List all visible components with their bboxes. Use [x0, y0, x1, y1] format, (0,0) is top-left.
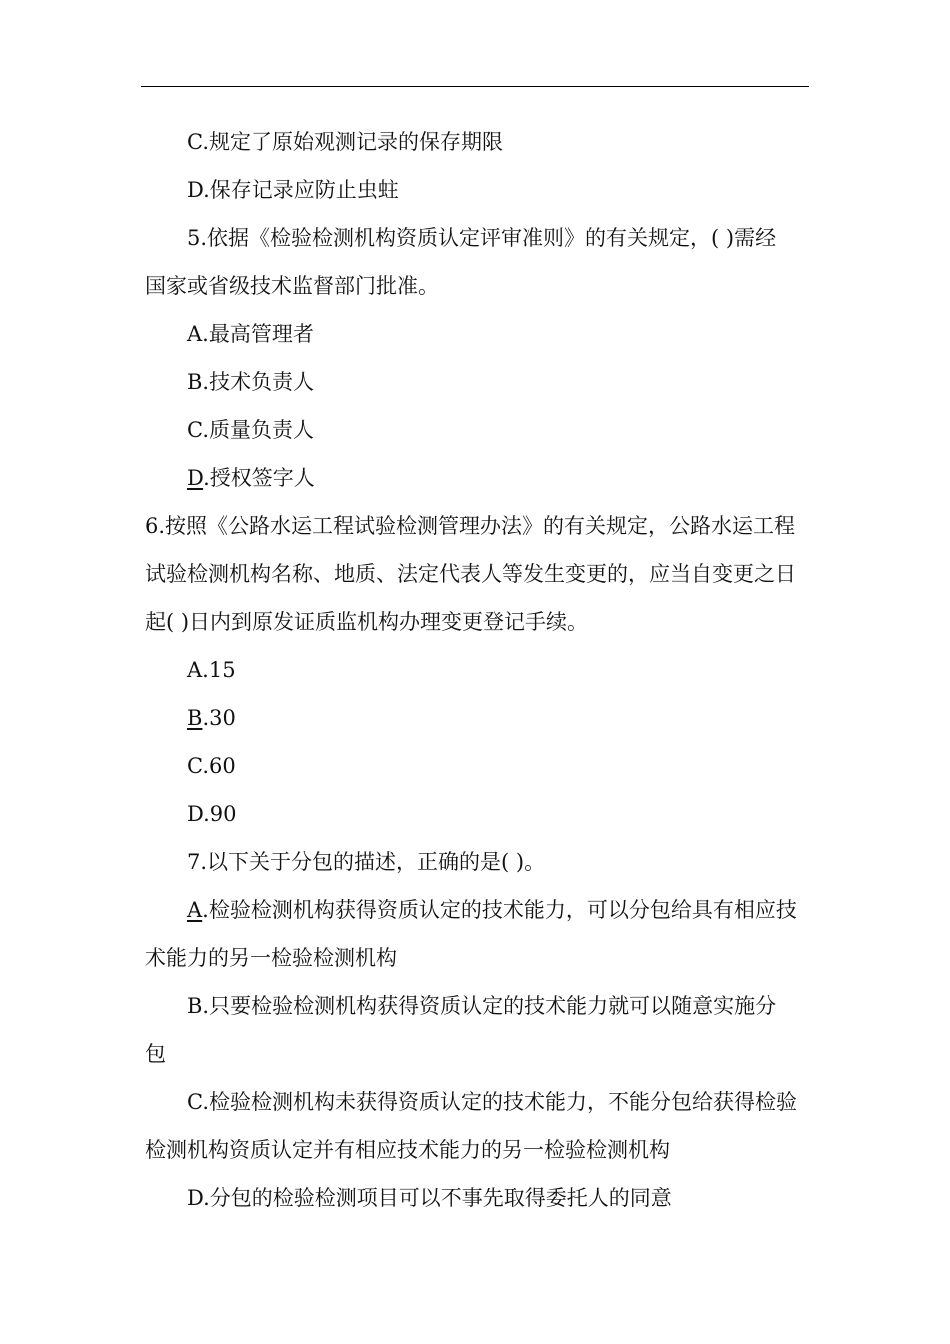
- text-line: [145, 364, 811, 412]
- text-line: [145, 796, 811, 844]
- text-line: [145, 892, 811, 940]
- text-line: [145, 940, 811, 988]
- text-line: [145, 1036, 811, 1084]
- line-text: 检测机构资质认定并有相应技术能力的另一检验检测机构: [145, 1138, 670, 1162]
- line-text: C.规定了原始观测记录的保存期限: [187, 130, 503, 154]
- text-line: [145, 556, 811, 604]
- line-text: 7.以下关于分包的描述，正确的是( )。: [187, 850, 546, 874]
- line-text: 6.按照《公路水运工程试验检测管理办法》的有关规定，公路水运工程: [145, 514, 796, 538]
- line-text: 术能力的另一检验检测机构: [145, 946, 397, 970]
- line-text: B.只要检验检测机构获得资质认定的技术能力就可以随意实施分: [187, 994, 777, 1018]
- header-rule: [141, 86, 809, 87]
- line-text: C.检验检测机构未获得资质认定的技术能力，不能分包给获得检验: [187, 1090, 797, 1114]
- text-line: [145, 268, 811, 316]
- line-text: 5.依据《检验检测机构资质认定评审准则》的有关规定，( )需经: [187, 226, 777, 250]
- text-line: [145, 460, 811, 508]
- line-text: D.保存记录应防止虫蛀: [187, 178, 399, 202]
- text-line: [145, 700, 811, 748]
- text-line: [145, 412, 811, 460]
- line-text: A.最高管理者: [187, 322, 314, 346]
- line-text: A.15: [187, 658, 236, 682]
- text-line: [145, 1132, 811, 1180]
- answer-key-marker: D: [187, 466, 204, 490]
- line-text: 试验检测机构名称、地质、法定代表人等发生变更的，应当自变更之日: [145, 562, 796, 586]
- text-line: [145, 316, 811, 364]
- text-line: [145, 748, 811, 796]
- text-line: [145, 988, 811, 1036]
- line-text: D.分包的检验检测项目可以不事先取得委托人的同意: [187, 1186, 672, 1210]
- line-text: 包: [145, 1042, 166, 1066]
- text-line: [145, 220, 811, 268]
- text-line: [145, 508, 811, 556]
- line-text: 国家或省级技术监督部门批准。: [145, 274, 439, 298]
- document-body: [145, 124, 811, 1228]
- line-text: .授权签字人: [203, 466, 315, 490]
- line-text: C.60: [187, 754, 236, 778]
- line-text: D.90: [187, 802, 237, 826]
- text-line: [145, 604, 811, 652]
- answer-key-marker: B: [187, 706, 203, 730]
- answer-key-marker: A: [187, 898, 203, 922]
- text-line: [145, 172, 811, 220]
- text-line: [145, 844, 811, 892]
- text-line: [145, 1180, 811, 1228]
- line-text: 起( )日内到原发证质监机构办理变更登记手续。: [145, 610, 589, 634]
- line-text: .30: [202, 706, 236, 730]
- text-line: [145, 652, 811, 700]
- line-text: .检验检测机构获得资质认定的技术能力，可以分包给具有相应技: [202, 898, 797, 922]
- text-line: [145, 124, 811, 172]
- line-text: C.质量负责人: [187, 418, 314, 442]
- text-line: [145, 1084, 811, 1132]
- line-text: B.技术负责人: [187, 370, 315, 394]
